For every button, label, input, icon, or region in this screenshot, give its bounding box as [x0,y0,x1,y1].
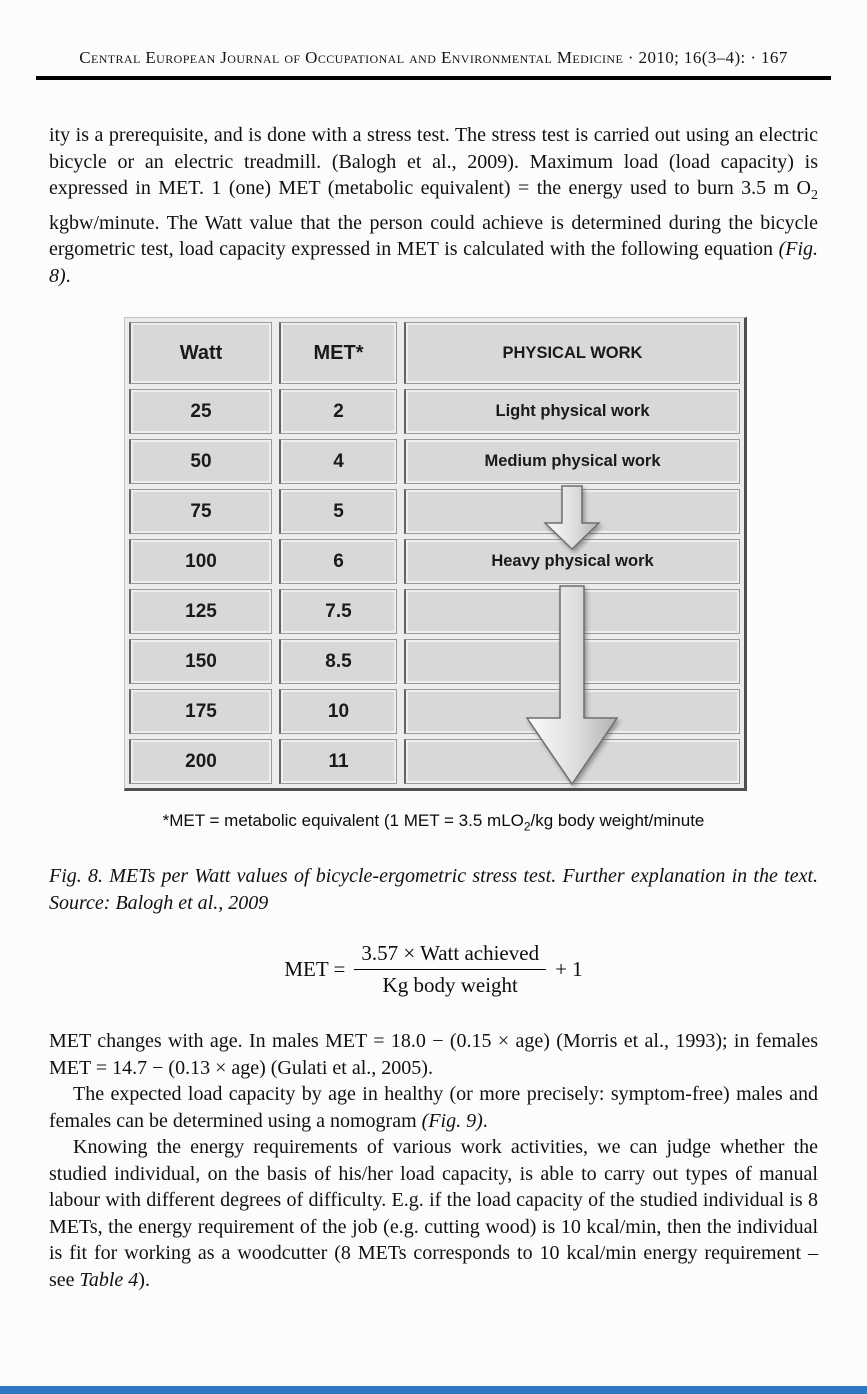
table-cell [404,639,740,684]
table-cell: 125 [129,589,272,634]
table-footnote: *MET = metabolic equivalent (1 MET = 3.5 mLO$_2$/kg body weight/minute [162,811,705,834]
table-cell: 2 [279,389,397,434]
table-cell: Light physical work [404,389,740,434]
table-cell [404,589,740,634]
table-cell: 175 [129,689,272,734]
table-cell: 150 [129,639,272,684]
table-cell: Medium physical work [404,439,740,484]
table-cell: 200 [129,739,272,784]
paragraph-energy-requirements: Knowing the energy requirements of various work activities, we can judge whether the studied individual, on the basis of his/her load capacity, is able to carry out types of manual labour with different degrees of difficulty. E.g. if the load capacity of the studied individual is 8 METs, the energy requirement of the job (e.g. cutting wood) is 10 kcal/min, then the individual is fit for working as a woodcutter (8 METs corresponds to 10 kcal/min energy requirement – see Table 4). [49,1136,818,1291]
figure-8-table [124,317,747,791]
table-cell: 25 [129,389,272,434]
paragraph-intro: ity is a prerequisite, and is done with a stress test. The stress test is carried out using an electric bicycle or an electric treadmill. (Balogh et al., 2009). Maximum load (load capacity) is expressed in MET. 1 (one) MET (metabolic equivalent) = the energy used to burn 3.5 m $O_2$ kgbw/minute. The Watt value that the person could achieve is determined during the bicycle ergometric test, load capacity expressed in MET is calculated with the following equation (Fig. 8). [49,124,818,287]
table-cell: 75 [129,489,272,534]
header-rule [36,76,831,80]
paragraph-met-age: MET changes with age. In males MET = 18.0 − (0.15 × age) (Morris et al., 1993); in females MET = 14.7 − (0.13 × age) (Gulati et al., 2005). [49,1030,818,1079]
table-cell [404,489,740,534]
equation-denominator: Kg body weight [382,973,518,998]
table-cell: 8.5 [279,639,397,684]
column-header-met: MET* [279,322,397,384]
equation-lhs: MET = [284,957,346,982]
column-header-physical-work: PHYSICAL WORK [404,322,740,384]
table-cell: 100 [129,539,272,584]
table-cell [404,689,740,734]
table-cell: 10 [279,689,397,734]
paragraph-nomogram: The expected load capacity by age in healthy (or more precisely: symptom-free) males and females can be determined using a nomogram (Fig. 9). [49,1083,818,1132]
equation-fraction [354,941,546,998]
met-equation [49,941,818,998]
bottom-accent-bar [0,1386,867,1394]
figure-caption: Fig. 8. METs per Watt values of bicycle-ergometric stress test. Further explanation in the text. Source: Balogh et al., 2009 [49,865,818,915]
table-cell: 11 [279,739,397,784]
table-cell: 4 [279,439,397,484]
table-cell: 50 [129,439,272,484]
column-header-watt: Watt [129,322,272,384]
table-cell [404,739,740,784]
table-cell: 6 [279,539,397,584]
equation-rhs: + 1 [555,957,583,982]
journal-header: Central European Journal of Occupational and Environmental Medicine · 2010; 16(3–4): · 167 [79,48,788,67]
equation-numerator: 3.57 × Watt achieved [354,941,546,970]
table-cell: Heavy physical work [404,539,740,584]
table-cell: 5 [279,489,397,534]
table-cell: 7.5 [279,589,397,634]
